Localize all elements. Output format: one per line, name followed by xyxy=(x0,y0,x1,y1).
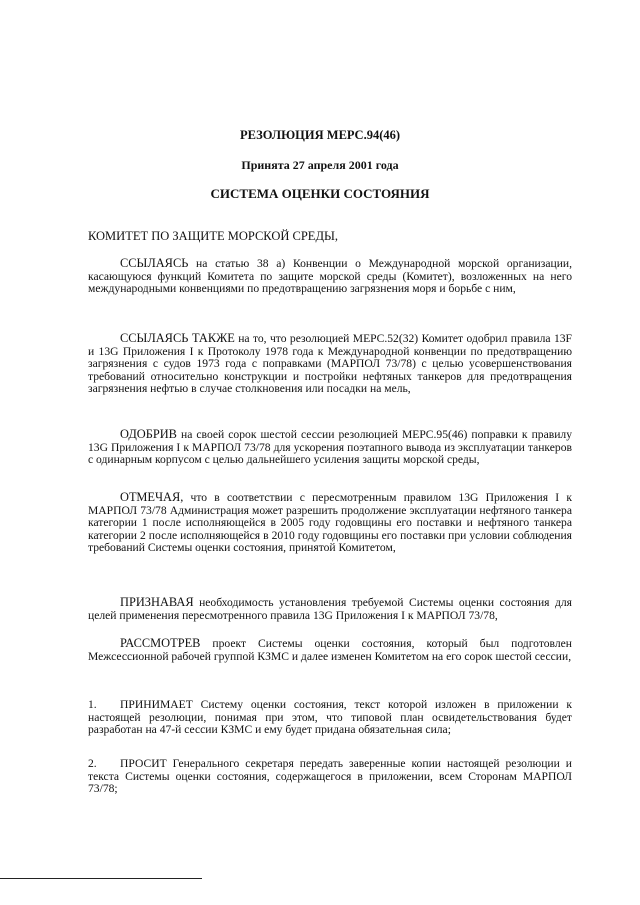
footer-divider xyxy=(0,878,202,879)
operative-body xyxy=(88,699,572,737)
preamble-lead: ОДОБРИВ xyxy=(120,427,177,441)
preamble-lead: ССЫЛАЯСЬ xyxy=(120,256,189,270)
resolution-title: РЕЗОЛЮЦИЯ MEPC.94(46) xyxy=(239,128,401,142)
preamble-paragraph xyxy=(88,332,572,396)
operative-lead: ПРОСИТ xyxy=(120,757,167,770)
resolution-subject: СИСТЕМА ОЦЕНКИ СОСТОЯНИЯ xyxy=(210,186,430,201)
preamble-lead: ПРИЗНАВАЯ xyxy=(120,595,194,609)
preamble-text: на статью 38 а) Конвенции о Международной морской организации, касающуюся функций Комитета по защите морской среды (Комитет), возложенных на него международными конвенциями по предотвращению загрязнения моря и борьбе с ним, xyxy=(88,257,572,296)
operative-paragraph xyxy=(88,758,572,796)
preamble-text: необходимость установления требуемой Системы оценки состояния для целей применения пересмотренного правила 13G Приложения I к МАРПОЛ 73/78, xyxy=(88,596,572,622)
preamble-text: что в соответствии с пересмотренным правилом 13G Приложения I к МАРПОЛ 73/78 Администрация может разрешить продолжение эксплуатации нефтяного танкера категории 1 после исполняющейся в 2005 году годовщины его поставки и нефтяного танкера категории 2 после исполняющейся в 2010 году годовщины его поставки при условии соблюдения требований Системы оценки состояния, принятой Комитетом, xyxy=(88,491,572,555)
paragraph-number: 2. xyxy=(88,757,97,770)
preamble-lead: ОТМЕЧАЯ, xyxy=(120,490,184,504)
preamble-paragraph xyxy=(88,257,572,296)
operative-text: Генерального секретаря передать заверенные копии настоящей резолюции и текста Системы оценки состояния, содержащегося в приложении, всем Сторонам МАРПОЛ 73/78; xyxy=(88,757,572,796)
operative-body xyxy=(88,758,572,796)
preamble-lead: РАССМОТРЕВ xyxy=(120,636,201,650)
operative-text: Систему оценки состояния, текст которой изложен в приложении к настоящей резолюции, понимая при этом, что типовой план освидетельствования будет разработан на 47-й сессии КЗМС и ему будет придана обязательная сила; xyxy=(88,698,572,737)
operative-paragraph xyxy=(88,699,572,737)
preamble-paragraph xyxy=(88,428,572,467)
preamble-text: проект Системы оценки состояния, который был подготовлен Межсессионной рабочей группой КЗМС и далее изменен Комитетом на его сорок шестой сессии, xyxy=(88,637,572,663)
paragraph-number: 1. xyxy=(88,698,97,711)
preamble-paragraph xyxy=(88,637,572,663)
preamble-lead: ССЫЛАЯСЬ ТАКЖЕ xyxy=(120,331,235,345)
preamble-paragraph xyxy=(88,596,572,622)
preamble-text: на своей сорок шестой сессии резолюцией MEPC.95(46) поправки к правилу 13G Приложения I к МАРПОЛ 73/78 для ускорения поэтапного вывода из эксплуатации танкеров с одинарным корпусом с целью дальнейшего усиления защиты морской среды, xyxy=(88,428,572,467)
preamble-text: на то, что резолюцией MEPC.52(32) Комитет одобрил правила 13F и 13G Приложения I к Протоколу 1978 года к Международной конвенции по предотвращению загрязнения с судов 1973 года с поправками (МАРПОЛ 73/78) с целью усовершенствования требований относительно конструкции и постройки нефтяных танкеров для предотвращения загрязнения нефтью в случае столкновения или посадки на мель, xyxy=(88,332,572,396)
committee-heading: КОМИТЕТ ПО ЗАЩИТЕ МОРСКОЙ СРЕДЫ, xyxy=(88,229,338,243)
preamble-paragraph xyxy=(88,491,572,555)
adoption-date: Принята 27 апреля 2001 года xyxy=(241,158,399,172)
operative-lead: ПРИНИМАЕТ xyxy=(120,698,193,711)
